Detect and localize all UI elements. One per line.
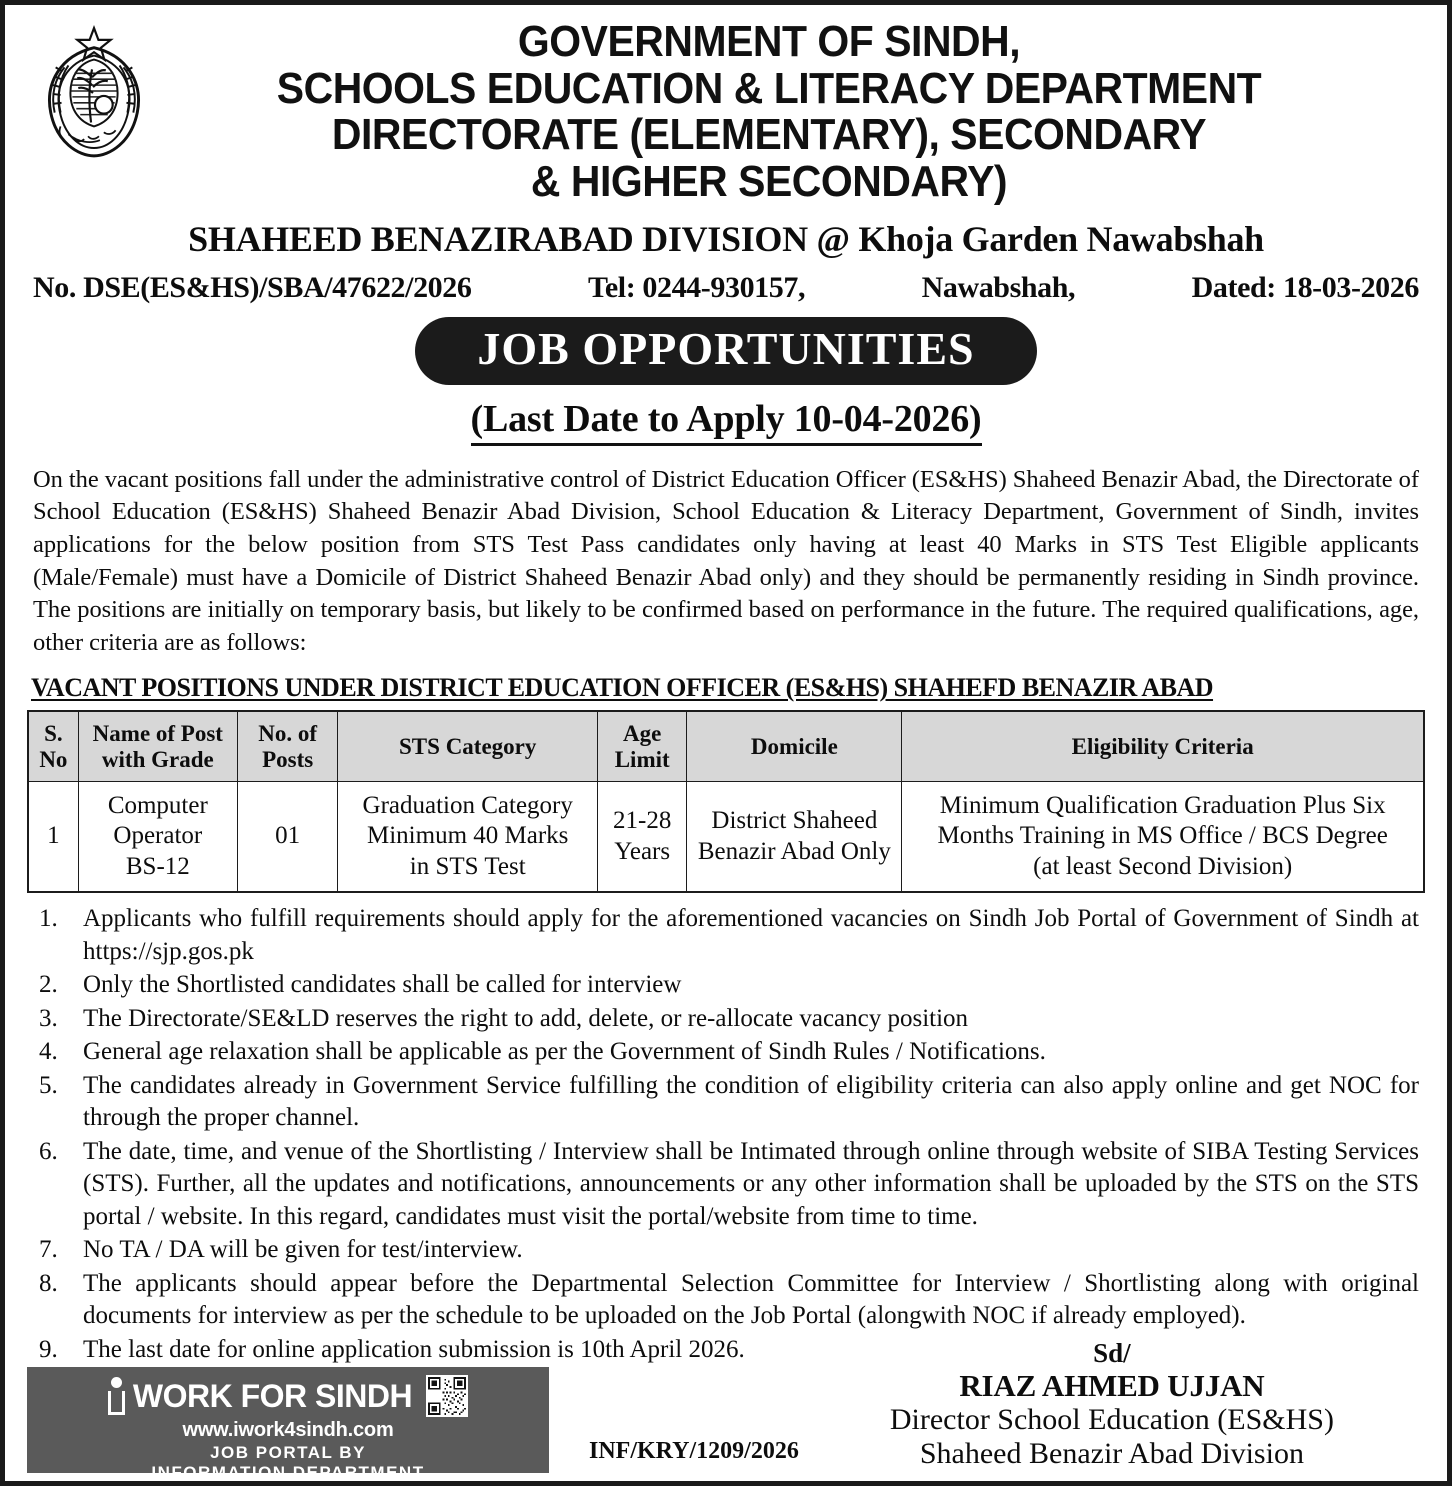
document-header xyxy=(27,15,1425,206)
signatory-name: RIAZ AHMED UJJAN xyxy=(959,1368,1265,1404)
org-line-4: & HIGHER SECONDARY) xyxy=(530,156,1008,206)
list-item: Only the Shortlisted candidates shall be called for interview xyxy=(83,971,682,999)
list-item: The date, time, and venue of the Shortlisting / Interview shall be Intimated through online through website of SIBA Testing Services (STS). Further, all the updates and notifications, announcements or any other information shall be uploaded by the STS on the STS portal / website. In this regard, candidates must visit the portal/website from time to time. xyxy=(83,1137,1419,1230)
cell-domicile: District Shaheed Benazir Abad Only xyxy=(687,781,902,892)
issue-date: Dated: 18-03-2026 xyxy=(1191,270,1419,304)
col-header-sts-category: STS Category xyxy=(338,711,598,781)
col-header-age-limit: Age Limit xyxy=(598,711,687,781)
iwork-for-sindh-logo xyxy=(27,1367,549,1482)
org-line-1: GOVERNMENT OF SINDH, xyxy=(517,17,1021,66)
table-header-row xyxy=(28,711,1424,781)
cell-s-no: 1 xyxy=(28,781,78,892)
page-inner xyxy=(5,5,1447,1481)
col-header-s-no: S. No xyxy=(28,711,78,781)
iwork-logo-top xyxy=(37,1375,539,1417)
col-header-post-name: Name of Post with Grade xyxy=(78,711,237,781)
document-footer xyxy=(27,1337,1425,1482)
list-item: The last date for online application submission is 10th April 2026. xyxy=(83,1335,745,1363)
intro-paragraph: On the vacant positions fall under the administrative control of District Education Officer (ES&HS) Shaheed Benazir Abad, the Directorate of School Education (ES&HS) Shaheed Benazir Abad Division, School Education & Literacy Department, Government of Sindh, invites applications for the below position from STS Test Pass candidates only having at least 40 Marks in STS Test Eligible applicants (Male/Female) must have a Domicile of District Shaheed Benazir Abad only) and they should be permanently residing in Sindh province. The positions are initially on temporary basis, but likely to be confirmed based on performance in the future. The required qualifications, age, other criteria are as follows: xyxy=(33,465,1419,656)
cell-eligibility: Minimum Qualification Graduation Plus Six Months Training in MS Office / BCS Degree (at least Second Division) xyxy=(902,781,1424,892)
table-row xyxy=(28,781,1424,892)
reference-number: No. DSE(ES&HS)/SBA/47622/2026 xyxy=(33,270,472,304)
iwork-brand xyxy=(108,1377,412,1415)
org-line-2: SCHOOLS EDUCATION & LITERACY DEPARTMENT xyxy=(276,63,1262,113)
org-line-3: DIRECTORATE (ELEMENTARY), SECONDARY xyxy=(331,110,1207,160)
qr-code-icon xyxy=(426,1375,468,1417)
list-item: No TA / DA will be given for test/interview. xyxy=(83,1236,523,1264)
signatory-division: Shaheed Benazir Abad Division xyxy=(919,1437,1304,1471)
reference-row xyxy=(27,271,1425,305)
telephone-number: Tel: 0244-930157, xyxy=(587,270,806,304)
conditions-list xyxy=(27,903,1425,1366)
list-item: General age relaxation shall be applicable as per the Government of Sindh Rules / Notifications. xyxy=(83,1038,1046,1066)
vacancy-table xyxy=(27,710,1425,893)
person-i-icon xyxy=(108,1377,126,1415)
cell-sts-category: Graduation Category Minimum 40 Marks in STS Test xyxy=(338,781,598,892)
col-header-no-of-posts: No. of Posts xyxy=(237,711,338,781)
organization-titles xyxy=(113,15,1425,206)
col-header-eligibility: Eligibility Criteria xyxy=(902,711,1424,781)
list-item: The Directorate/SE&LD reserves the right to add, delete, or re-allocate vacancy position xyxy=(83,1004,969,1032)
job-opportunities-title: JOB OPPORTUNITIES xyxy=(415,317,1036,385)
job-banner xyxy=(27,317,1425,385)
signatory-role: Director School Education (ES&HS) xyxy=(889,1403,1334,1437)
iwork-line-2: JOB PORTAL BY xyxy=(210,1443,366,1462)
list-item: The applicants should appear before the Departmental Selection Committee for Interview / Shortlisting along with original documents for interview as per the schedule to be uploaded on the Job Portal (alongwith NOC if already employed). xyxy=(83,1269,1419,1330)
last-date-line xyxy=(27,397,1425,446)
iwork-line-3: INFORMATION DEPARTMENT xyxy=(151,1463,425,1482)
iwork-url: www.iwork4sindh.com xyxy=(182,1419,394,1441)
last-date-text: (Last Date to Apply 10-04-2026) xyxy=(471,397,982,446)
signature-sd: Sd/ xyxy=(1093,1337,1131,1368)
signature-block xyxy=(799,1338,1425,1473)
iwork-sublines xyxy=(37,1419,539,1483)
cell-no-of-posts: 01 xyxy=(237,781,338,892)
cell-age-limit: 21-28 Years xyxy=(598,781,687,892)
division-address-line: SHAHEED BENAZIRABAD DIVISION @ Khoja Garden Nawabshah xyxy=(188,218,1264,259)
vacancy-table-heading: VACANT POSITIONS UNDER DISTRICT EDUCATION OFFICER (ES&HS) SHAHEFD BENAZIR ABAD xyxy=(31,673,1214,703)
inf-reference-code: INF/KRY/1209/2026 xyxy=(589,1438,799,1464)
iwork-title: WORK FOR SINDH xyxy=(132,1378,413,1414)
list-item: The candidates already in Government Service fulfilling the condition of eligibility criteria can also apply online and get NOC for through the proper channel. xyxy=(83,1071,1419,1132)
cell-post-name: Computer Operator BS-12 xyxy=(78,781,237,892)
city-name: Nawabshah, xyxy=(921,270,1076,304)
list-item: Applicants who fulfill requirements should apply for the aforementioned vacancies on Sindh Job Portal of Government of Sindh at https://sjp.gos.pk xyxy=(83,905,1419,965)
col-header-domicile: Domicile xyxy=(687,711,902,781)
